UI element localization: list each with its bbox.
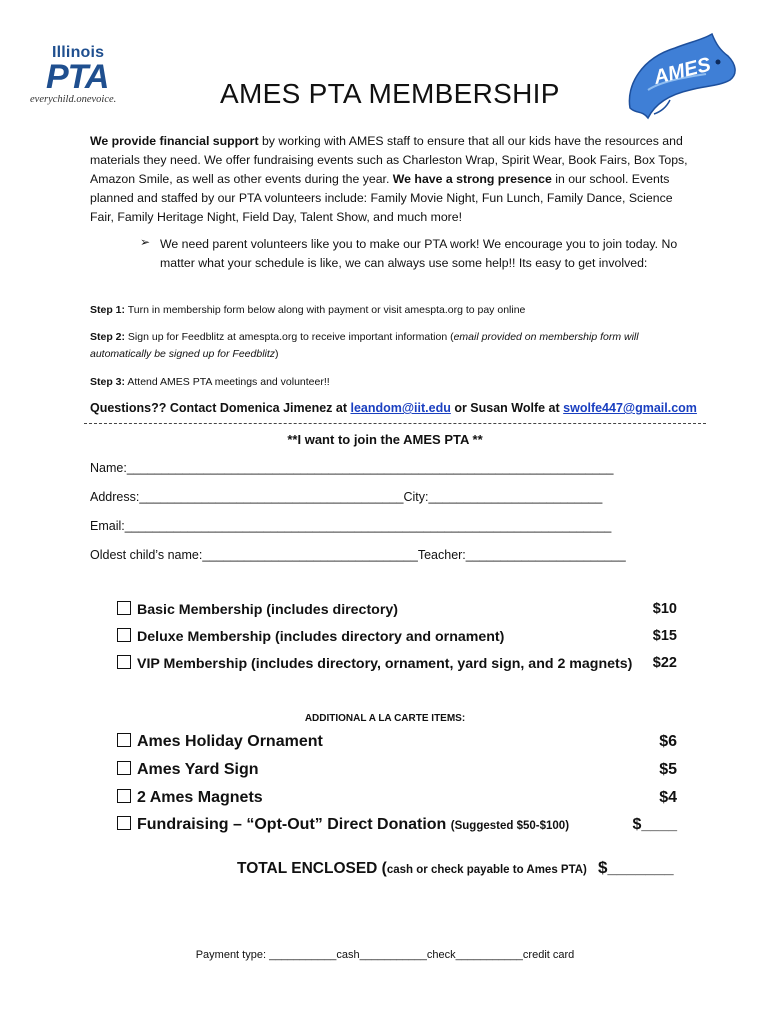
ala-item-price: $4	[659, 789, 677, 806]
step-1-text: Turn in membership form below along with payment or visit amespta.org to pay online	[125, 304, 526, 316]
membership-label: VIP Membership (includes directory, ornament, yard sign, and 2 magnets)	[137, 656, 633, 672]
ala-item-price-blank[interactable]: $____	[632, 816, 677, 833]
pta-logo-mark: PTA	[46, 58, 109, 96]
checkbox-icon[interactable]	[117, 789, 131, 803]
name-field[interactable]: Name:______________________________________________________________________	[90, 461, 614, 475]
arrow-bullet-icon: ➢	[140, 235, 151, 249]
membership-price: $10	[652, 601, 677, 617]
intro-lead-bold: We provide financial support	[90, 134, 259, 148]
ames-dolphin-logo	[620, 30, 740, 122]
step-3-label: Step 3:	[90, 376, 126, 388]
membership-label: Basic Membership (includes directory)	[137, 602, 398, 618]
membership-option-basic[interactable]	[117, 601, 398, 618]
intro-paragraph	[90, 132, 690, 227]
step-2-italic: email provided on membership form will automatically be signed up for Feedblitz	[90, 331, 639, 360]
ala-item-yard-sign[interactable]	[117, 761, 259, 779]
membership-price: $15	[652, 628, 677, 644]
ames-logo-word: AMES	[651, 53, 714, 90]
total-amount-blank[interactable]: $_______	[598, 858, 674, 877]
ala-item-magnets[interactable]	[117, 789, 263, 807]
join-heading: **I want to join the AMES PTA **	[287, 432, 483, 447]
total-note: cash or check payable to Ames PTA)	[386, 864, 587, 876]
ala-item-label: Ames Holiday Ornament	[137, 733, 323, 750]
ala-item-price: $6	[659, 733, 677, 750]
pta-logo-tagline: everychild.onevoice.	[30, 94, 117, 105]
cut-line-divider	[84, 423, 706, 424]
step-3-text: Attend AMES PTA meetings and volunteer!!	[125, 376, 330, 388]
step-2-text: Sign up for Feedblitz at amespta.org to receive important information (	[125, 331, 454, 343]
email-link-jimenez[interactable]: leandom@iit.edu	[350, 401, 451, 415]
questions-line	[90, 401, 697, 415]
total-enclosed	[237, 860, 587, 878]
ala-carte-heading: ADDITIONAL A LA CARTE ITEMS:	[304, 713, 466, 724]
email-field[interactable]: Email:______________________________________________________________________	[90, 519, 612, 533]
checkbox-icon[interactable]	[117, 816, 131, 830]
intro-text-1: by working with AMES staff to ensure that all our kids have the resources and materials they need. We offer fundraising events such as Charleston Wrap, Spirit Wear, Book Fairs, Box Tops, Amazon Smile, as well as other events during the year.	[90, 134, 688, 186]
intro-text-2: in our school. Events planned and staffed by our PTA volunteers include: Family Movie Night, Fun Lunch, Family Dance, Science Fair, Family Heritage Night, Field Day, Talent Show, and much more!	[90, 172, 673, 224]
volunteer-text: We need parent volunteers like you to make our PTA work! We encourage you to join today. No matter what your schedule is like, we can always use some help!! Its easy to get involved:	[160, 237, 678, 270]
checkbox-icon[interactable]	[117, 601, 131, 615]
ala-item-price: $5	[659, 761, 677, 778]
step-1	[90, 302, 690, 319]
checkbox-icon[interactable]	[117, 628, 131, 642]
step-2	[90, 329, 690, 363]
checkbox-icon[interactable]	[117, 733, 131, 747]
checkbox-icon[interactable]	[117, 655, 131, 669]
step-3	[90, 374, 690, 391]
step-2-label: Step 2:	[90, 331, 126, 343]
ala-item-ornament[interactable]	[117, 733, 323, 751]
intro-mid-bold: We have a strong presence	[392, 172, 552, 186]
illinois-pta-logo	[30, 44, 140, 110]
step-2-end: )	[275, 348, 279, 360]
membership-price: $22	[652, 655, 677, 671]
ala-item-label: Fundraising – “Opt-Out” Direct Donation	[137, 816, 447, 833]
questions-prefix: Questions?? Contact Domenica Jimenez at	[90, 401, 351, 415]
checkbox-icon[interactable]	[117, 761, 131, 775]
membership-label: Deluxe Membership (includes directory and ornament)	[137, 629, 505, 645]
email-link-wolfe[interactable]: swolfe447@gmail.com	[563, 401, 697, 415]
address-city-field[interactable]: Address:______________________________________City:_________________________	[90, 490, 603, 504]
page-title: AMES PTA MEMBERSHIP	[220, 78, 560, 109]
payment-type-line[interactable]: Payment type: ___________cash___________check___________credit card	[195, 949, 575, 961]
ala-item-note: (Suggested $50-$100)	[450, 820, 570, 832]
ala-item-donation[interactable]	[117, 816, 569, 834]
pta-logo-state: Illinois	[52, 44, 105, 61]
ala-item-label: Ames Yard Sign	[137, 761, 259, 778]
membership-option-deluxe[interactable]	[117, 628, 504, 645]
child-teacher-field[interactable]: Oldest child’s name:_______________________________Teacher:_______________________	[90, 548, 626, 562]
ala-item-label: 2 Ames Magnets	[137, 789, 263, 806]
questions-middle: or Susan Wolfe at	[450, 401, 564, 415]
step-1-label: Step 1:	[90, 304, 126, 316]
total-label: TOTAL ENCLOSED (	[237, 860, 387, 877]
membership-option-vip[interactable]	[117, 655, 632, 672]
